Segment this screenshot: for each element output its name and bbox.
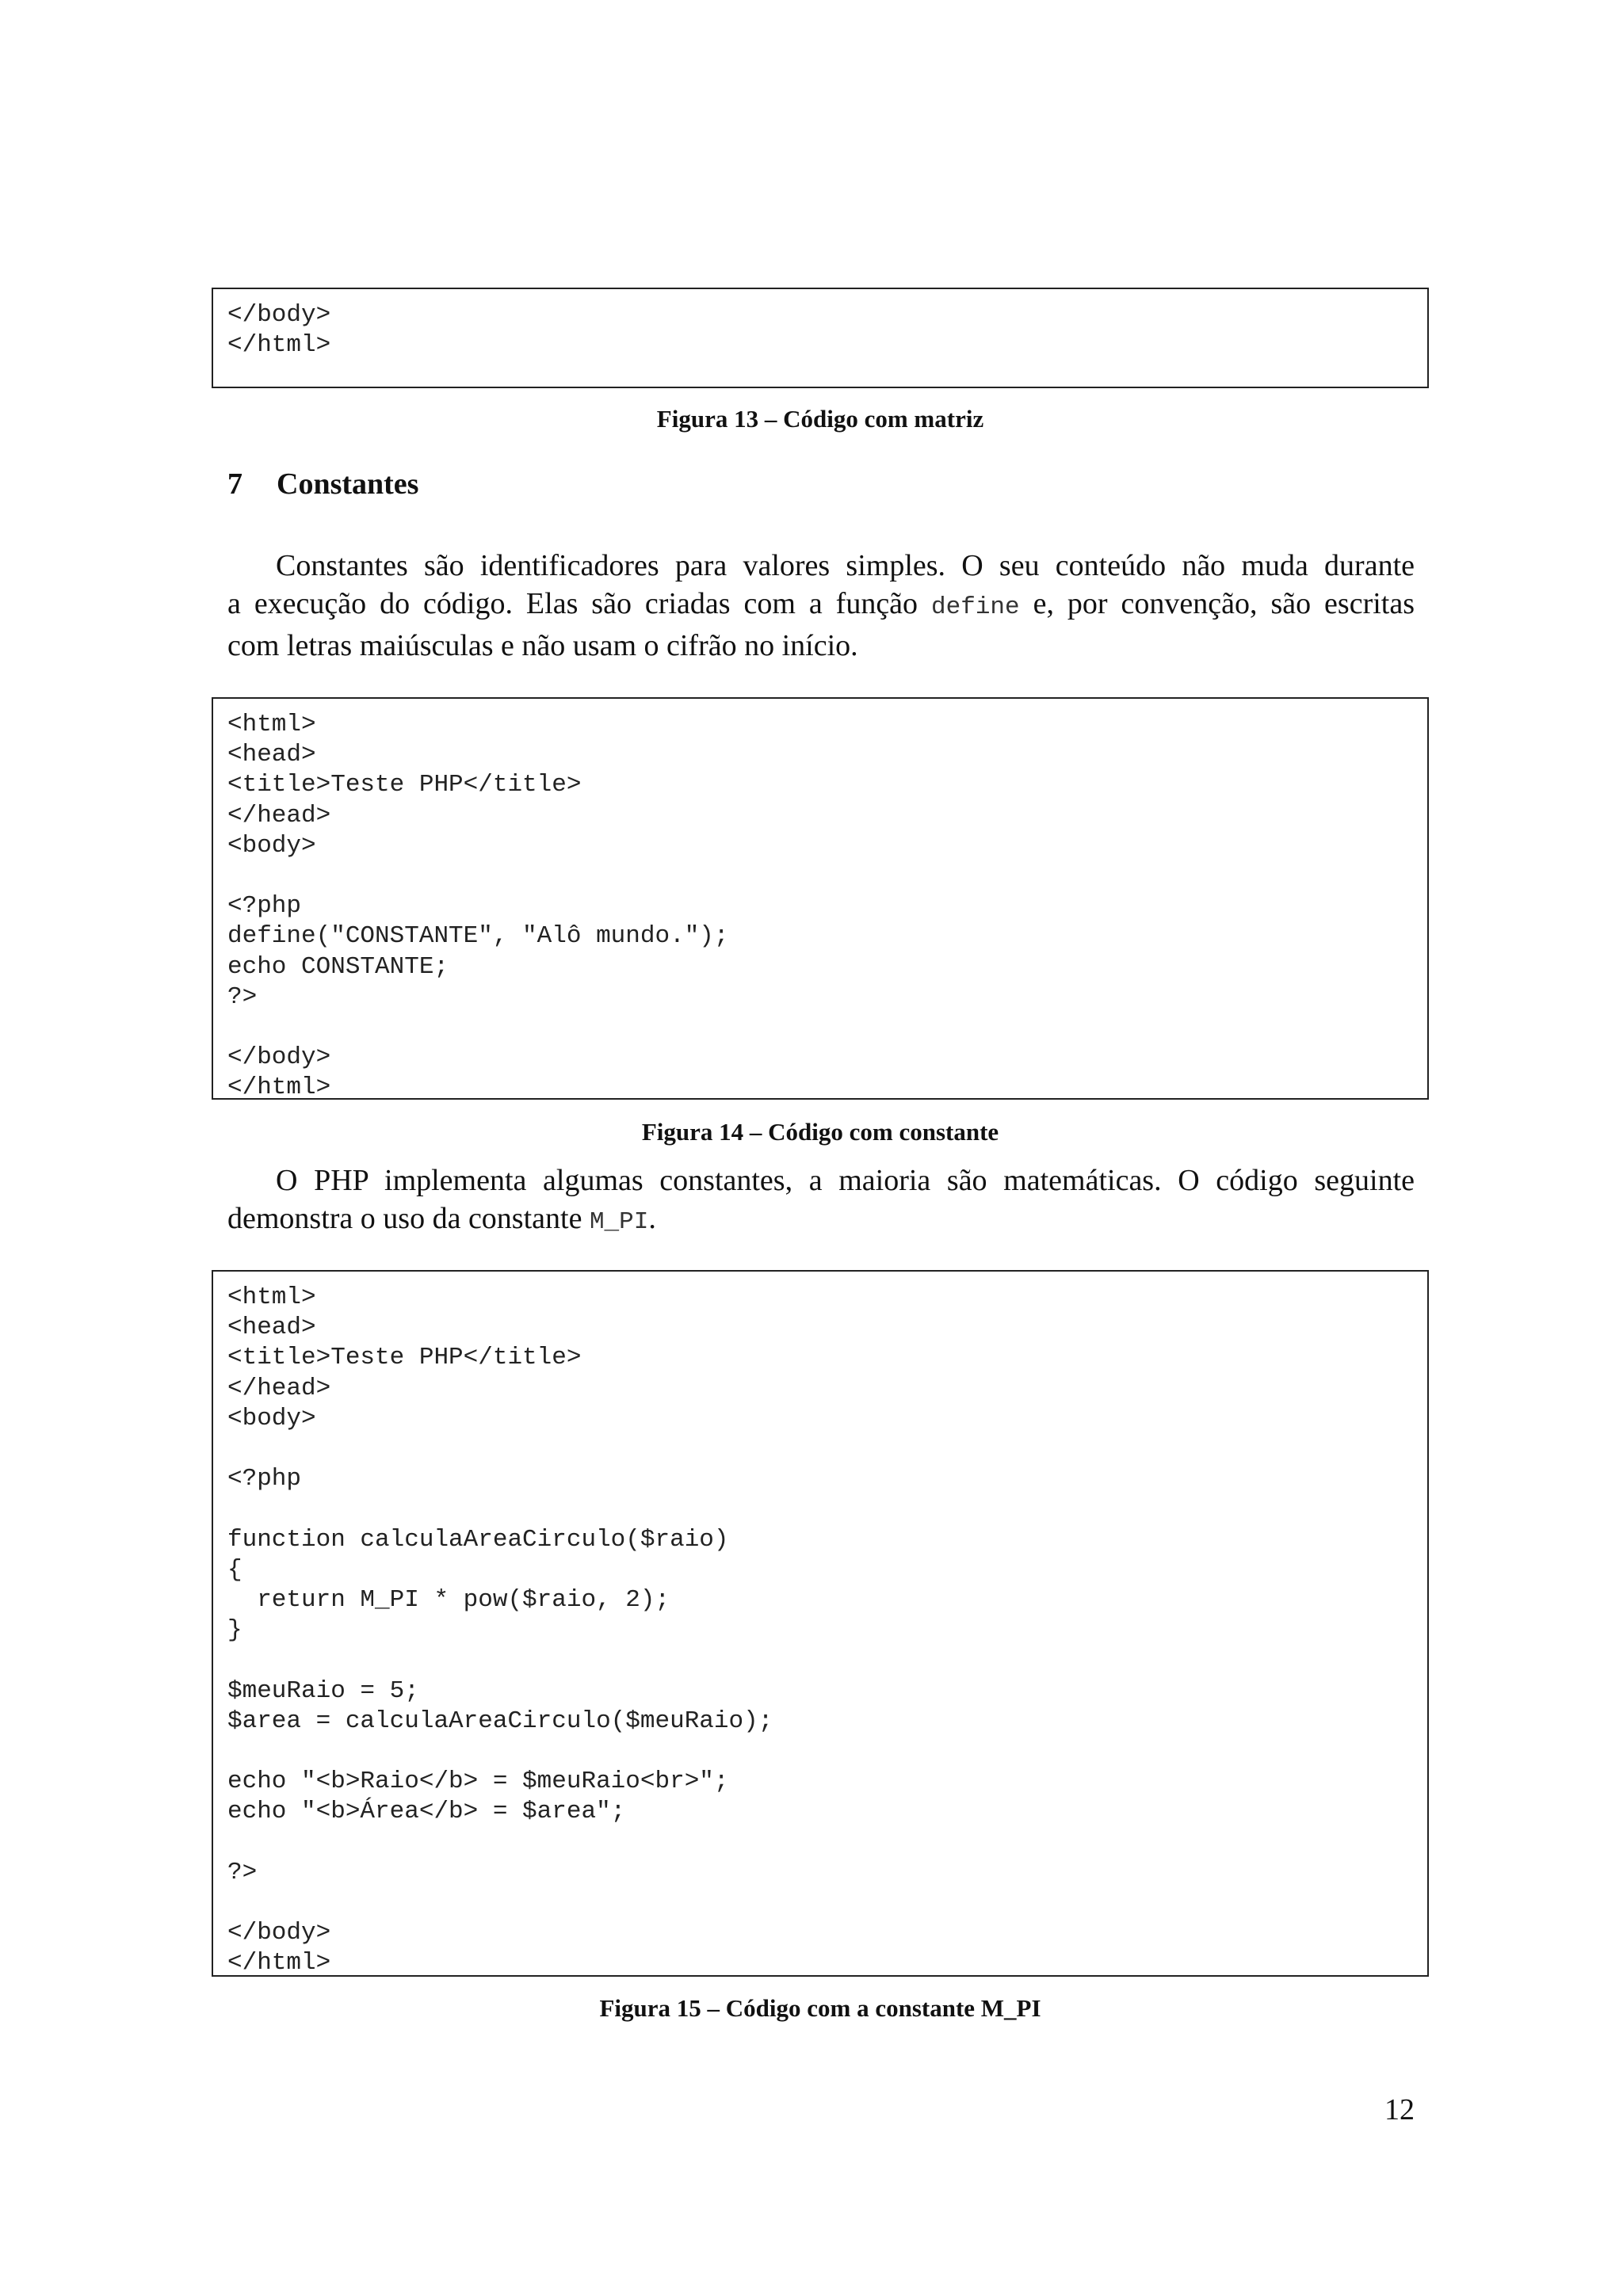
paragraph-text: .: [648, 1202, 656, 1235]
constants-paragraph: [227, 547, 1415, 665]
figure-15-code-block: <html> <head> <title>Teste PHP</title> </head> <body> <?php function calculaAreaCirculo($raio) { return M_PI * pow($raio, 2); } $meuRaio = 5; $area = calculaAreaCirculo($meuRaio); echo "<b>Raio</b> = $meuRaio<br>"; echo "<b>Área</b> = $area"; ?> </body> </html>: [212, 1270, 1429, 1977]
section-number: 7: [227, 467, 242, 501]
paragraph-line: [227, 585, 1415, 627]
paragraph-line: com letras maiúsculas e não usam o cifrão no início.: [227, 629, 858, 662]
paragraph-text: a execução do código. Elas são criadas com a função: [227, 587, 932, 620]
inline-code-define: define: [931, 593, 1020, 621]
section-title: Constantes: [277, 467, 419, 501]
figure-13-caption: Figura 13 – Código com matriz: [656, 405, 984, 433]
paragraph-line: [227, 1199, 1415, 1241]
inline-code-m-pi: M_PI: [589, 1208, 649, 1236]
figure-14-code-block: <html> <head> <title>Teste PHP</title> </head> <body> <?php define("CONSTANTE", "Alô mundo."); echo CONSTANTE; ?> </body> </html>: [212, 697, 1429, 1100]
figure-14-caption: Figura 14 – Código com constante: [641, 1118, 999, 1146]
figure-15-caption: Figura 15 – Código com a constante M_PI: [599, 1994, 1041, 2022]
page-number: 12: [1384, 2093, 1415, 2126]
paragraph-text: e, por convenção, são escritas: [1019, 587, 1415, 620]
builtin-constants-paragraph: [227, 1161, 1415, 1241]
section-heading: [227, 466, 418, 502]
paragraph-text: demonstra o uso da constante: [227, 1202, 590, 1235]
paragraph-line: Constantes são identificadores para valores simples. O seu conteúdo não muda durante: [276, 549, 1415, 582]
figure-13-code-block: </body> </html>: [212, 288, 1429, 388]
paragraph-line: O PHP implementa algumas constantes, a maioria são matemáticas. O código seguinte: [276, 1164, 1415, 1197]
